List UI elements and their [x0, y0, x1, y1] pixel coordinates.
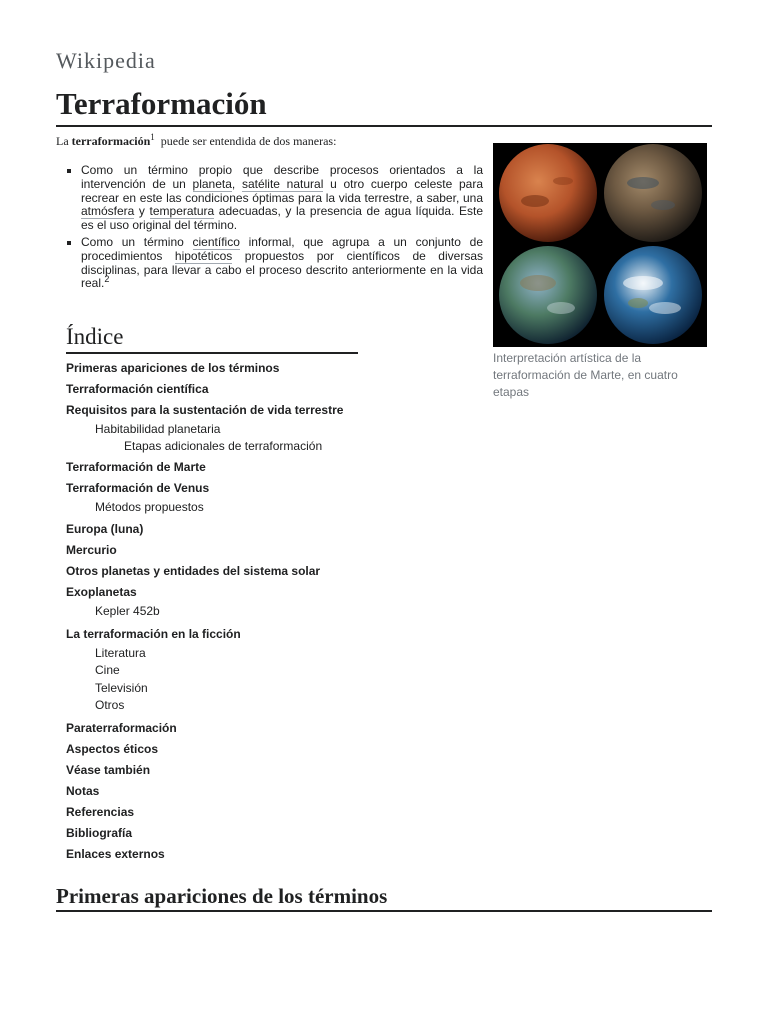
- toc-item-3-1-1[interactable]: Etapas adicionales de terraformación: [124, 438, 323, 453]
- text: ,: [231, 176, 242, 191]
- intro-prefix: La: [56, 134, 72, 148]
- toc-item-9[interactable]: Exoplanetas: [66, 585, 137, 599]
- mars-terraforming-figure: [493, 143, 707, 401]
- toc-item-3-1[interactable]: Habitabilidad planetaria: [95, 422, 221, 436]
- link-atmosfera[interactable]: atmósfera: [81, 204, 135, 219]
- wikipedia-logo[interactable]: Wikipedia: [56, 48, 156, 73]
- toc-item-8[interactable]: Otros planetas y entidades del sistema solar: [66, 564, 321, 578]
- toc-title: Índice: [66, 322, 358, 354]
- toc-item-16[interactable]: Bibliografía: [66, 825, 133, 840]
- toc-item-7[interactable]: Mercurio: [66, 543, 117, 557]
- toc-item-5[interactable]: Terraformación de Venus: [66, 480, 210, 495]
- page-title: Terraformación: [56, 84, 712, 127]
- intro-paragraph: [56, 133, 336, 149]
- definition-item-1: [81, 164, 483, 233]
- figure-caption: Interpretación artística de la terraformación de Marte, en cuatro etapas: [493, 351, 678, 399]
- toc-item-1[interactable]: Primeras apariciones de los términos: [66, 361, 280, 375]
- mars-stage-2: [604, 144, 702, 242]
- footnote-ref-1[interactable]: 1: [150, 132, 155, 142]
- footnote-ref-2[interactable]: 2: [104, 274, 110, 285]
- mars-stage-4: [604, 246, 702, 344]
- link-planeta[interactable]: planeta: [192, 176, 232, 191]
- toc-item-10-2[interactable]: Cine: [95, 663, 120, 677]
- toc-item-15[interactable]: Referencias: [66, 804, 135, 819]
- table-of-contents: [66, 358, 466, 865]
- toc-item-5-1[interactable]: Métodos propuestos: [95, 499, 204, 514]
- text: propuestos por científicos de diversas disciplinas, para llevar a cabo el proceso descrito anteriormente en la vida real.: [81, 248, 483, 291]
- text: Como un término propio que describe procesos orientados a la intervención de un: [81, 163, 483, 191]
- link-satelite-natural[interactable]: satélite natural: [241, 176, 324, 191]
- toc-item-14[interactable]: Notas: [66, 783, 100, 798]
- section-heading: Primeras apariciones de los términos: [56, 882, 712, 912]
- toc-item-11[interactable]: Paraterraformación: [66, 720, 177, 735]
- link-cientifico[interactable]: científico: [192, 234, 240, 249]
- intro-suffix: puede ser entendida de dos maneras:: [160, 134, 337, 148]
- mars-stage-3: [499, 246, 597, 344]
- toc-item-9-1[interactable]: Kepler 452b: [95, 604, 160, 618]
- link-hipoteticos[interactable]: hipotéticos: [174, 248, 233, 263]
- toc-item-10-1[interactable]: Literatura: [95, 645, 146, 660]
- definition-list: [64, 164, 483, 294]
- toc-item-17[interactable]: Enlaces externos: [66, 846, 165, 861]
- mars-terraforming-image[interactable]: [493, 143, 707, 347]
- toc-item-12[interactable]: Aspectos éticos: [66, 741, 159, 756]
- intro-term: terraformación: [71, 134, 151, 148]
- toc-item-10-4[interactable]: Otros: [95, 698, 125, 712]
- text: adecuadas, y la presencia de agua líquida. Este es el uso original del término.: [81, 204, 483, 233]
- toc-item-4[interactable]: Terraformación de Marte: [66, 459, 206, 474]
- toc-item-10[interactable]: La terraformación en la ficción: [66, 626, 241, 641]
- toc-item-3[interactable]: Requisitos para la sustentación de vida terrestre: [66, 403, 344, 417]
- toc-item-6[interactable]: Europa (luna): [66, 522, 144, 536]
- text: Como un término: [81, 234, 193, 249]
- mars-stage-1: [499, 144, 597, 242]
- toc-item-10-3[interactable]: Televisión: [95, 680, 148, 695]
- text: u otro cuerpo celeste para recrear en este las condiciones óptimas para la vida terrestre, a saber, una: [81, 176, 483, 205]
- toc-item-13[interactable]: Véase también: [66, 762, 151, 777]
- toc-item-2[interactable]: Terraformación científica: [66, 382, 209, 396]
- text: y: [134, 204, 150, 219]
- link-temperatura[interactable]: temperatura: [149, 204, 215, 219]
- definition-item-2: [81, 236, 483, 291]
- text: informal, que agrupa a un conjunto de procedimientos: [81, 234, 483, 263]
